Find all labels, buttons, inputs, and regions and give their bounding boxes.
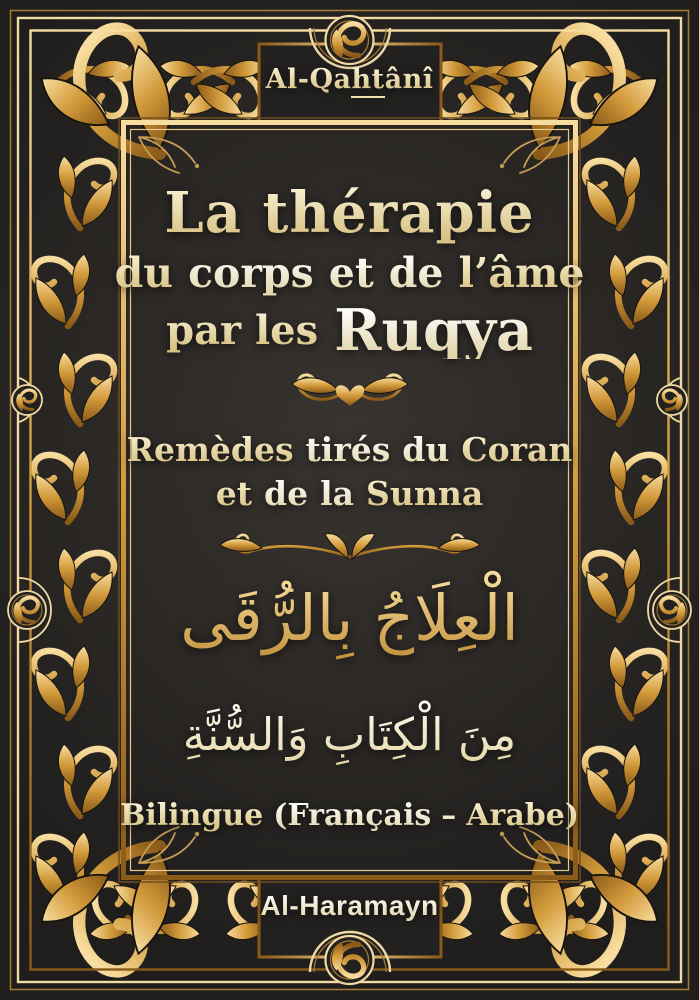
title-word: corps	[188, 249, 314, 297]
subtitle-word: la	[320, 474, 355, 513]
language-note-word: Arabe)	[466, 798, 580, 833]
title-line-3	[0, 297, 699, 364]
subtitle-word: Sunna	[366, 474, 484, 513]
title-line-2	[0, 249, 699, 297]
publisher-name: Al-Haramayn	[0, 890, 699, 922]
subtitle-line-2	[0, 474, 699, 513]
subtitle-word: et	[215, 474, 253, 513]
title-keyword-ruqya: Ruqya	[334, 297, 533, 364]
title-word: et	[328, 249, 374, 297]
author-name-part: Al-Qa	[265, 64, 352, 95]
language-note-word: (Français	[273, 798, 432, 833]
subtitle-word: Remèdes	[126, 430, 294, 469]
title-word: du	[114, 249, 174, 297]
author-name-part: ânî	[384, 64, 434, 95]
subtitle-word: de	[264, 474, 309, 513]
arabic-title-line-1: الْعِلَاجُ بِالرُّقَى	[0, 570, 699, 668]
author-name-underlined-part: ht	[351, 64, 384, 98]
subtitle-line-1	[0, 430, 699, 469]
author-name	[0, 64, 699, 95]
title-word: de	[388, 249, 444, 297]
title-line-1: La thérapie	[0, 180, 699, 246]
language-note-word: Bilingue	[119, 798, 264, 833]
language-note	[0, 798, 699, 833]
arabic-title-line-2: مِنَ الْكِتَابِ وَالسُّنَّةِ	[0, 697, 699, 774]
title-word: par les	[166, 307, 319, 354]
subtitle-word: du	[402, 430, 450, 469]
title-word: l’âme	[458, 249, 585, 297]
language-note-word: –	[441, 798, 457, 833]
subtitle-word: Coran	[461, 430, 573, 469]
subtitle-word: tirés	[305, 430, 391, 469]
